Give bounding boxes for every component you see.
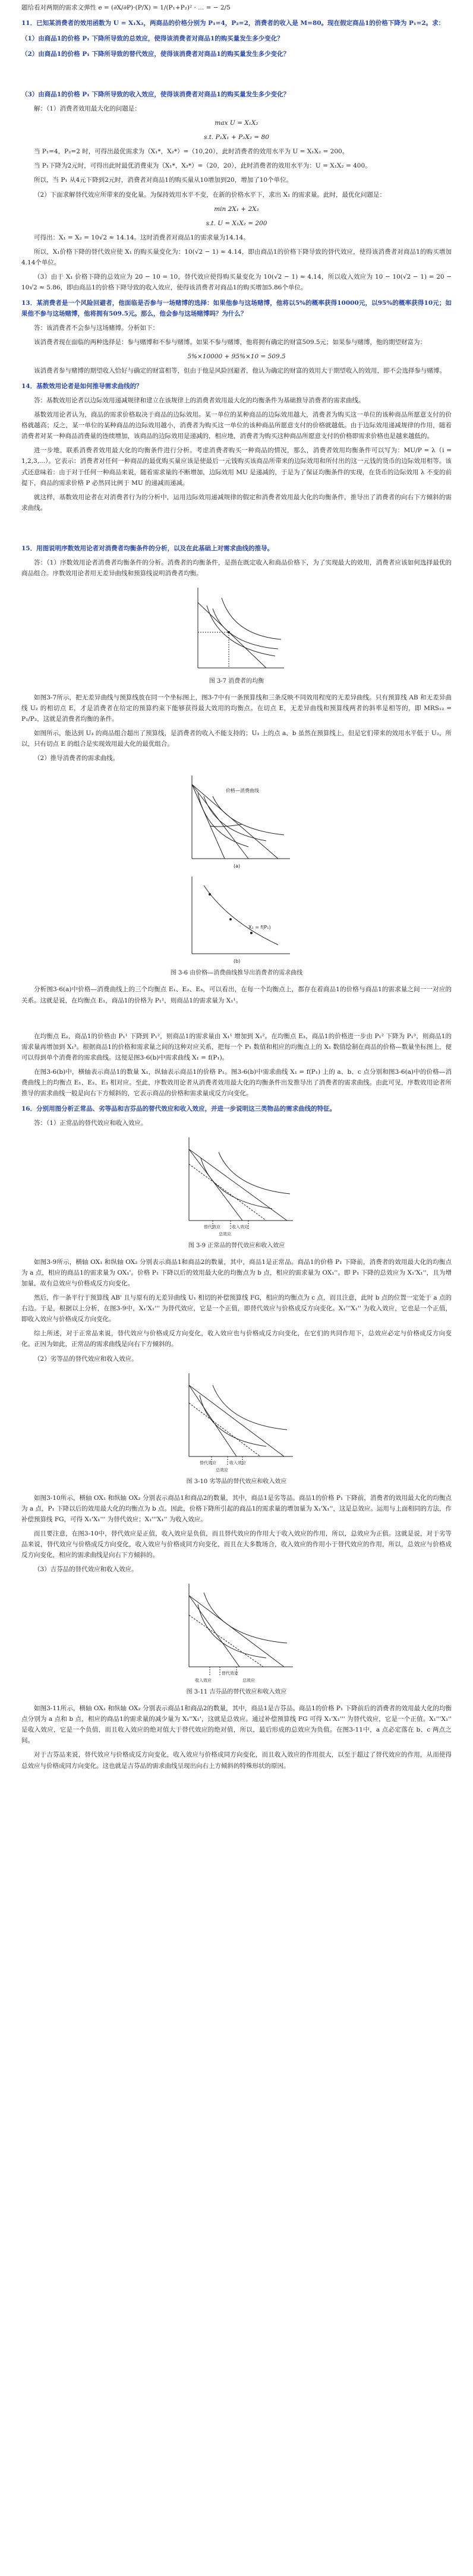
indifference-curve-u1 bbox=[207, 606, 275, 656]
q16-p6: 如图3-10所示，横轴 OX₁ 和纵轴 OX₂ 分别表示商品1和商品2的数量，其中，商品1是劣等品。商品1的价格 P₁ 下降前，消费者的效用最大化的均衡点为 a 点，P₁ 下降以后的效用最大化的均衡点为 b 点。因此，价格下降所引起的商品1的需求量的增加量为 X₁'X₁''，这是总效应。运用与上面相同的方法，作补偿预算线 FG，可得 X₁'X₁''' 为替代效应；X₁'''X₁'' 为收入效应。 bbox=[21, 1494, 452, 1523]
q15-p7: 在图3-6(b)中，横轴表示商品1的数量 X₁，纵轴表示商品1的价格 P₁。图3-6(b)中需求曲线 X₁ = f(P₁) 上的 a、b、c 点分别和图3-6(a)中的价格—消费曲线上的均衡点 E₁、E₂、E₃ 相对应。至此，序数效用论者从消费者效用最大化的均衡条件出发推导出了消费者的需求曲线。由此可见，序数效用论者所推导的需求曲线一般是向右下方倾斜的，它表示商品的价格和需求量成反方向变化。 bbox=[21, 1068, 452, 1097]
pcc-label: 价格—消费曲线 bbox=[226, 788, 259, 794]
q11-answer-intro: 解：（1）消费者效用最大化的问题是： bbox=[34, 105, 141, 113]
document-page bbox=[21, 2, 452, 1775]
point-a bbox=[209, 893, 211, 896]
budget-line-3 bbox=[192, 784, 278, 859]
q14-p4: 就这样，基数效用论者在对消费者行为的分析中，运用边际效用递减规律的假定和消费者效用最大化的均衡条件，推导出了消费者的向右下方倾斜的需求曲线。 bbox=[21, 493, 452, 512]
q11-p6: 所以，X₁价格下降的替代效应使 X₁ 的购买量变化为：10(√2 − 1) ≈ 4.14，即由商品1的价格下降导致的替代效应，使得该消费者对商品1的购买增加4.14个单位。 bbox=[21, 248, 452, 266]
q16-title: 16．分别用图分析正常品、劣等品和吉芬品的替代效应和收入效应，并进一步说明这三类物品的需求曲线的特征。 bbox=[21, 1105, 336, 1112]
compensated-budget-line-fg bbox=[189, 1403, 260, 1456]
q14-p2: 基数效用论者认为，商品的需求价格取决于商品的边际效用。某一单位的某种商品的边际效用越大，消费者为购买这一单位的该种商品所愿意支付的价格就越高；反之，某一单位的某种商品的边际效用越小，消费者为购买这一单位的该种商品所愿意支付的价格就越低。由于边际效用递减规律的作用，随着消费者对某一种商品消费量的连续增加，该商品的边际效用是递减的，相应地，消费者为购买这种商品所愿意支付的价格即需求价格也是越来越低的。 bbox=[21, 411, 452, 440]
price-consumption-curve bbox=[210, 824, 242, 827]
figure-3-10 bbox=[177, 1370, 296, 1474]
q15-p5: 分析图3-6(a)中价格—消费曲线上的三个均衡点 E₁、E₂、E₃，可以看出，在每一个均衡点上，都存在着商品1的价格与商品1的需求量之间一一对应的关系。这就是说，在均衡点 E₁，商品1的价格为 P₁¹，则商品1的需求量为 X₁¹。 bbox=[21, 986, 452, 1004]
figure-3-9 bbox=[177, 1134, 296, 1238]
q15-p6: 在均衡点 E₂，商品1的价格由 P₁¹ 下降到 P₁²，则商品1的需求量由 X₁¹ 增加到 X₁²。在均衡点 E₃，商品1的价格进一步由 P₁² 下降为 P₁³，则商品1的需求量再增加到 X₁³。根据商品1的价格和需求量之间的这种对应关系，把每一个 P₁ 数值和相应的均衡点上的 X₁ 数值绘制在商品的价格—数量坐标图上，便可以得到单个消费者的需求曲线。这便是图3-6(b)中需求曲线 X₁ = f(P₁)。 bbox=[21, 1032, 452, 1061]
budget-line-ab-prime bbox=[189, 1385, 284, 1456]
q14-p3: 进一步地，联系消费者效用最大化的均衡条件进行分析。考虑消费者购买一种商品的情况，那么，消费者效用均衡条件可以写为：MU/P = λ（i = 1,2,3,...）。它表示：消费者对任何一种商品的最优购买量应该是使最后一元钱购买该商品所带来的边际效用和所付出的这一元钱的货币的边际效用相等。该式还意味着：由于对于任何一种商品来说，随着需求量的不断增加，边际效用 MU 是递减的，于是为了保证均衡条件的实现，在货币的边际效用 λ 不变的前提下，商品的需求价格 P 必然同比例于 MU 的递减而递减。 bbox=[21, 447, 452, 487]
q16-p9: 如图3-11所示，横轴 OX₁ 和纵轴 OX₂ 分别表示商品1和商品2的数量，其中，商品1是吉芬品。商品1的价格 P₁ 下降前后的消费者的效用最大化的均衡点分别为 a 点和 b 点，相应的商品1的需求量的减少量为 X₁''X₁'，这就是总效应。通过补偿预算线 FG 可得 X₁'X₁''' 为替代效应，它是一个正值。X₁'''X₁'' 是收入效应，它是一个负值，而且收入效应的绝对值大于替代效应的绝对值，所以，最后形成的总效应为负值。在图3-11中，a 点必定落在 b、c 两点之间。 bbox=[21, 1705, 452, 1745]
spacer bbox=[21, 517, 452, 538]
q11-max: max U = X₁X₂ bbox=[215, 119, 258, 127]
q16-p5: （2）劣等品的替代效应和收入效应。 bbox=[34, 1355, 138, 1363]
fig39-caption: 图 3-9 正常品的替代效应和收入效应 bbox=[188, 1242, 285, 1249]
budget-line-ab bbox=[198, 603, 266, 668]
q15-p1: 答：（1）序数效用论者消费者均衡条件的分析。消费者的均衡条件，是指在既定收入和商品价格下，为了实现最大的效用，消费者应该如何选择最优的商品组合。序数效用论者用无差异曲线和预算线说明消费者均衡。 bbox=[21, 559, 452, 577]
budget-line-2 bbox=[192, 784, 248, 859]
indifference-curve-u1 bbox=[198, 1604, 266, 1658]
total-effect-label: 总效应 bbox=[216, 1467, 228, 1473]
q11-title: 11．已知某消费者的效用函数为 U = X₁X₂，两商品的价格分别为 P₁=4，P₂=2，消费者的收入是 M=80。现在假定商品1的价格下降为 P₁=2。求： bbox=[21, 20, 445, 27]
demand-curve bbox=[204, 885, 278, 945]
total-effect-label: 总效应 bbox=[219, 1231, 231, 1237]
q14-title: 14．基数效用论者是如何推导需求曲线的？ bbox=[21, 383, 143, 390]
compensated-budget-line-fg bbox=[189, 1615, 263, 1667]
q15-p3: 如图所示，能达到 U₃ 的商品组合超出了预算线，是消费者的收入不能支持的；U₁ 上的点 a、b 虽然在预算线上，但是它们带来的效用水平低于 U₂，所以，只有切点 E 的组合是实现效用最大化的最优组合。 bbox=[21, 730, 452, 748]
point-c bbox=[250, 932, 253, 934]
top-line: 题给看对两期的需求文弹性 e = (∂X/∂P)·(P/X) = 1/(P₁+P₂)² · ... = − 2/5 bbox=[21, 4, 231, 11]
indifference-curve-u2 bbox=[204, 1593, 287, 1643]
budget-line-ab-prime bbox=[189, 1149, 287, 1221]
q14-p1: 答：基数效用论者以边际效用递减规律和建立在该规律上的消费者效用最大化的均衡条件为基础推导消费者的需求曲线。 bbox=[34, 397, 365, 405]
q11-p5: 可得出：X₁ = X₂ = 10√2 ≈ 14.14。这时消费者对商品1的需求量为14.14。 bbox=[34, 234, 250, 241]
q16-p8: （3）吉芬品的替代效应和收入效应。 bbox=[34, 1566, 138, 1574]
spacer bbox=[21, 63, 452, 84]
budget-line-ab-prime bbox=[189, 1596, 284, 1667]
budget-line-ab bbox=[189, 1149, 242, 1221]
q16-p10: 对于吉芬品来说，替代效应与价格成反方向变化，收入效应与价格成同方向变化，而且收入效应的作用很大，以至于超过了替代效应的作用，从而使得总效应与价格成同方向变化。这也就是吉芬品的需求曲线呈现出向右上方倾斜的特殊形状的原因。 bbox=[21, 1751, 452, 1770]
income-effect-label: 收入效应 bbox=[229, 1460, 246, 1465]
figure-3-11 bbox=[177, 1581, 296, 1685]
q16-p7: 而且要注意，在图3-10中，替代效应是正值，收入效应是负值，而且替代效应的作用大于收入效应的作用，所以，总效应为正值。这就是说，对于劣等品来说，替代效应与价格成反方向变化，收入效应与价格成同方向变化，而且在大多数场合，收入效应的作用小于替代效应的作用，所以，总效应与价格成反方向变化，相应的需求曲线是向右下方倾斜的。 bbox=[21, 1530, 452, 1559]
panel-b-label: (b) bbox=[234, 958, 241, 964]
q16-p1: 答：（1）正常品的替代效应和收入效应。 bbox=[34, 1119, 147, 1127]
figure-3-7 bbox=[186, 585, 287, 674]
budget-line-1 bbox=[192, 784, 225, 859]
sub-effect-label: 替代效应 bbox=[204, 1224, 220, 1229]
q11-part-b: （2）由商品1的价格 P₁ 下降所导致的替代效应，使得该消费者对商品1的购买量发生多少变化？ bbox=[21, 51, 290, 58]
indifference-curve-u2 bbox=[219, 1152, 290, 1194]
q15-p2: 如图3-7所示，把无差异曲线与预算线放在同一个坐标图上，图3-7中有一条预算线和三条反映不同效用程度的无差异曲线。只有预算线 AB 和无差异曲线 U₂ 的相切点 E，才是消费者在给定的预算约束下能够获得最大效用的均衡点。在切点 E，无差异曲线和预算线两者的斜率是相等的，即 MRS₁₂ = P₁/P₂，这就是消费者均衡的条件。 bbox=[21, 694, 452, 723]
total-effect-label: 总效应 bbox=[242, 1678, 255, 1683]
q11-p1: 当 P₁=4，P₂=2 时，可得出最优需求为（X₁*，X₂*）=（10,20），此时消费者的效用水平为 U = X₁X₂ = 200。 bbox=[34, 148, 349, 156]
q11-p3: 所以，当 P₁ 从4元下降到2元时，消费者对商品1的购买量从10增加到20，增加了10个单位。 bbox=[34, 176, 293, 184]
q11-st2: s.t. U = X₁X₂ = 200 bbox=[206, 219, 267, 227]
fig311-caption: 图 3-11 吉芬品的替代效应和收入效应 bbox=[186, 1689, 287, 1696]
spacer bbox=[21, 1010, 452, 1031]
q13-formula: 5%×10000 + 95%×10 = 509.5 bbox=[187, 353, 286, 361]
q11-p2: 当 P₁下降为2元时，可得出此时最优消费束为（X₁*，X₂*）=（20，20），此时消费者的效用水平为：U = X₁X₂ = 400。 bbox=[34, 162, 371, 170]
sub-effect-label: 替代效应 bbox=[222, 1671, 238, 1676]
q13-p1: 该消费者现在面临的两种选择是：参与赌博和不参与赌博。如果不参与赌博，他将拥有确定的财富509.5元；如果参与赌博，他的期望财富为： bbox=[34, 339, 427, 346]
figure-3-6 bbox=[177, 770, 296, 966]
income-effect-label: 收入效应 bbox=[232, 1224, 248, 1229]
budget-line-ab bbox=[189, 1596, 239, 1667]
demand-label: X₁ = f(P₁) bbox=[248, 925, 271, 931]
q11-p7: （3）由于 X₁ 价格下降的总效应为 20 − 10 = 10，替代效应使得购买量变化为 10(√2 − 1) ≈ 4.14，所以收入效应为 10 − 10(√2 − 1) = 20 − 10√2 ≈ 5.86，即由商品1的价格下降导致的收入效应，使得该消费者对商品1的购买增加5.86个单位。 bbox=[21, 273, 452, 291]
q13-title: 13．某消费者是一个风险回避者，他面临是否参与一场赌博的选择：如果他参与这场赌博，他将以5%的概率获得10000元，以95%的概率获得10元；如果他不参与这场赌博，他将拥有509.5元。那么，他会参与这场赌博吗？为什么？ bbox=[21, 299, 452, 317]
indifference-curve-u2 bbox=[213, 1385, 287, 1430]
q15-title: 15．用图说明序数效用论者对消费者均衡条件的分析，以及在此基础上对需求曲线的推导。 bbox=[21, 544, 274, 552]
point-b bbox=[229, 918, 232, 920]
q11-part-c: （3）由商品1的价格 P₁ 下降所导致的收入效应，使得该消费者对商品1的购买量发生多少变化？ bbox=[21, 91, 290, 99]
indifference-curve-u1 bbox=[200, 1395, 266, 1446]
q11-p4: （2）下面求解替代效应所带来的变化量。为保持效用水平不变，在新的价格水平下，求出 X₁ 的需求量。此时，最优化问题是： bbox=[34, 191, 386, 198]
sub-effect-label: 替代效应 bbox=[200, 1460, 216, 1465]
q11-st: s.t. P₁X₁ + P₂X₂ = 80 bbox=[204, 134, 269, 141]
income-effect-label: 收入效应 bbox=[195, 1678, 212, 1683]
q16-p3: 然后，作一条平行于预算线 AB' 且与原有的无差异曲线 U₁ 相切的补偿预算线 FG，相应的均衡点为 c 点，而且注意，此时 b 点的位置一定处于 a 点的右边。于是，根据以上分析，在图3-9中，X₁'X₁''' 为替代效应，它是一个正值，即替代效应与价格成反方向变化。X₁'''X₁'' 为收入效应，它也是一个正值，即收入效应与价格成反方向变化。 bbox=[21, 1294, 452, 1323]
q11-part-a: （1）由商品1的价格 P₁ 下降所导致的总效应，使得该消费者对商品1的购买量发生多少变化？ bbox=[21, 35, 283, 43]
q15-p4: （2）推导消费者的需求曲线。 bbox=[34, 755, 119, 762]
q16-p4: 综上所述，对于正常品来说，替代效应与价格成反方向变化，收入效应也与价格成反方向变化，在它们的共同作用下，总效应必定与价格成反方向变化。正因为如此，正常品的需求曲线是向右下方倾斜的。 bbox=[21, 1330, 452, 1348]
q13-answer: 答：该消费者不会参与这场赌博。分析如下： bbox=[34, 324, 159, 332]
fig37-caption: 图 3-7 消费者的均衡 bbox=[209, 677, 264, 685]
q13-p2: 该消费者参与赌博的期望收入恰好与确定的财富相等，但由于他是风险回避者，他认为确定的财富的效用大于期望收入的效用，即不会选择参与赌博。 bbox=[34, 367, 446, 375]
q16-p2: 如图3-9所示，横轴 OX₁ 和纵轴 OX₂ 分别表示商品1和商品2的数量，其中，商品1是正常品。商品1的价格 P₁ 下降前，消费者的效用最大化的均衡点为 a 点，相应的商品1的需求量为 OX₁'。价格 P₁ 下降以后的效用最大化的均衡点为 b 点，相应的需求量为 OX₁''。即 P₁ 下降的总效应为 X₁'X₁''，且为增加量，故有总效应与价格成反方向变化。 bbox=[21, 1259, 452, 1288]
fig310-caption: 图 3-10 劣等品的替代效应和收入效应 bbox=[186, 1478, 287, 1485]
compensated-budget-line-fg bbox=[189, 1164, 266, 1221]
panel-a-label: (a) bbox=[234, 863, 241, 869]
q11-min: min 2X₁ + 2X₂ bbox=[214, 205, 259, 213]
fig36-caption: 图 3-6 由价格—消费曲线推导出消费者的需求曲线 bbox=[170, 970, 303, 977]
indifference-curve bbox=[213, 796, 284, 835]
